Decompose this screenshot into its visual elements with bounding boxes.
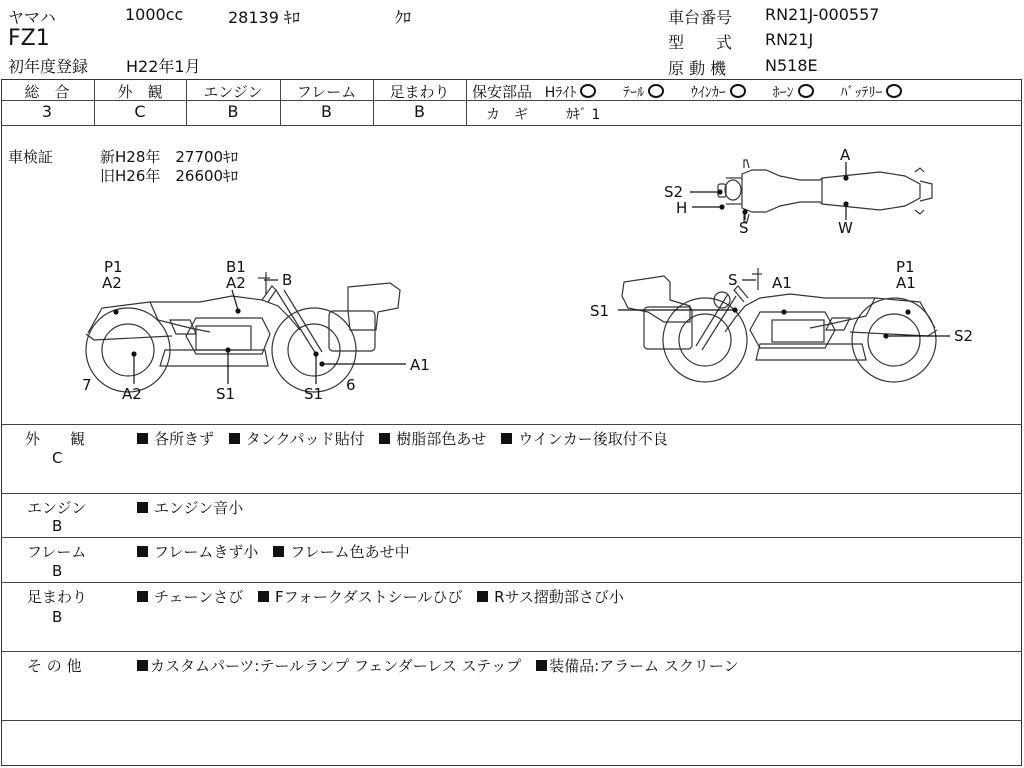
section-divider [1, 493, 1022, 494]
diagram-label: P1 [896, 258, 915, 276]
score-engine-value: B [227, 102, 239, 121]
inspection-new: 新H28年 27700ｷﾛ [100, 148, 239, 166]
section-grade-frame: B [52, 562, 63, 580]
top-view-motorcycle [718, 160, 932, 222]
safety-item-battery: ﾊﾞｯﾃﾘｰ [840, 85, 902, 101]
note-item: 各所きず [154, 430, 215, 448]
bullet-square-icon [137, 433, 148, 444]
exterior-notes [137, 428, 678, 449]
note-item: 装備品:アラーム スクリーン [549, 657, 739, 675]
score-frame-label: フレーム [296, 83, 357, 101]
grid-line [466, 79, 467, 125]
diagram-label: W [838, 219, 853, 237]
diagram-label: S1 [216, 385, 236, 403]
section-divider [1, 537, 1022, 538]
engine-value: N518E [765, 56, 818, 75]
bullet-square-icon [137, 591, 148, 602]
section-divider [1, 424, 1022, 425]
diagram-label: B1 [226, 258, 246, 276]
frame-notes [137, 541, 420, 562]
score-exterior-label: 外 観 [117, 83, 163, 101]
score-engine-label: エンジン [203, 83, 263, 101]
note-item: フレーム色あせ中 [290, 543, 410, 561]
note-item: タンクパッド貼付 [245, 430, 365, 448]
diagram-label: A1 [410, 356, 430, 374]
condition-diagram [0, 126, 1022, 424]
bullet-square-icon [229, 433, 240, 444]
safety-parts-row [472, 81, 902, 102]
diagram-label: P1 [104, 258, 123, 276]
inspection-old: 旧H26年 26600ｷﾛ [100, 167, 239, 185]
type-value: RN21J [765, 30, 814, 49]
note-item: フレームきず小 [154, 543, 259, 561]
first-registration-label: 初年度登録 [8, 57, 89, 76]
inspection-label: 車検証 [8, 148, 54, 166]
section-title-suspension: 足まわり [27, 588, 88, 606]
diagram-label: A2 [122, 385, 142, 403]
bullet-square-icon [477, 591, 488, 602]
bullet-square-icon [501, 433, 512, 444]
note-item: 樹脂部色あせ [396, 430, 487, 448]
note-item: Fフォークダストシールひび [275, 588, 463, 606]
section-title-engine: エンジン [27, 499, 87, 517]
model-name: FZ1 [8, 26, 50, 51]
suspension-notes [137, 586, 634, 607]
safety-item-tail: ﾃｰﾙ [623, 85, 664, 101]
section-title-frame: フレーム [27, 543, 87, 561]
engine-label: 原 動 機 [668, 59, 727, 78]
safety-item-winker: ｳｲﾝｶｰ [691, 85, 746, 101]
ok-circle-icon [886, 84, 902, 98]
score-total-label: 総 合 [24, 83, 70, 101]
ok-circle-icon [730, 84, 746, 98]
note-item: チェーンさび [154, 588, 244, 606]
type-label: 型 式 [668, 33, 733, 52]
section-divider [1, 651, 1022, 652]
diagram-label: S1 [304, 385, 324, 403]
diagram-label: A1 [896, 274, 916, 292]
score-frame-value: B [321, 102, 332, 121]
safety-item-headlight: Hﾗｲﾄ [545, 85, 597, 101]
section-grade-engine: B [52, 517, 63, 535]
bullet-square-icon [258, 591, 269, 602]
mileage: 28139 ｷﾛ [228, 8, 300, 27]
diagram-label: S [739, 219, 749, 237]
section-divider [1, 582, 1022, 583]
diagram-label: A [840, 146, 851, 164]
score-suspension-value: B [414, 102, 425, 121]
first-registration-value: H22年1月 [126, 57, 201, 76]
safety-item-horn: ﾎｰﾝ [773, 85, 814, 101]
engine-notes [137, 497, 253, 518]
score-exterior-value: C [134, 102, 146, 121]
diagram-label: H [676, 199, 688, 217]
note-item: ウインカー後取付不良 [518, 430, 668, 448]
section-grade-exterior: C [52, 449, 63, 467]
score-total-value: 3 [41, 102, 53, 121]
section-title-other: そ の 他 [27, 657, 82, 675]
diagram-label: S1 [590, 302, 610, 320]
section-grade-suspension: B [52, 608, 63, 626]
note-item: エンジン音小 [154, 499, 244, 517]
bullet-square-icon [137, 546, 148, 557]
maker: ヤマハ [8, 8, 56, 27]
section-divider [1, 720, 1022, 721]
bullet-square-icon [137, 660, 148, 671]
diagram-label: A1 [772, 274, 792, 292]
frame-number-value: RN21J-000557 [765, 5, 880, 24]
note-item: Rサス摺動部さび小 [494, 588, 624, 606]
diagram-label: 7 [82, 376, 92, 394]
diagram-label: B [282, 271, 293, 289]
frame-number-label: 車台番号 [668, 8, 733, 27]
ok-circle-icon [648, 84, 664, 98]
key-label: カ ギ [486, 107, 528, 123]
key-value: ｶｷﾞ 1 [566, 107, 601, 123]
displacement: 1000cc [125, 5, 184, 24]
diagram-label: A2 [226, 274, 246, 292]
ok-circle-icon [798, 84, 814, 98]
safety-title: 保安部品 [472, 83, 533, 101]
bullet-square-icon [379, 433, 390, 444]
bullet-square-icon [273, 546, 284, 557]
section-title-exterior: 外 観 [25, 430, 86, 448]
diagram-label: A2 [102, 274, 122, 292]
other-notes [137, 655, 749, 676]
color: ｸﾛ [395, 8, 412, 27]
bullet-square-icon [536, 660, 547, 671]
diagram-label: S [728, 271, 738, 289]
diagram-label: 6 [346, 376, 356, 394]
bullet-square-icon [137, 502, 148, 513]
score-suspension-label: 足まわり [389, 83, 450, 101]
note-item: カスタムパーツ:テールランプ フェンダーレス ステップ [150, 657, 522, 675]
diagram-label: S2 [664, 183, 684, 201]
ok-circle-icon [580, 84, 596, 98]
diagram-label: S2 [954, 327, 974, 345]
